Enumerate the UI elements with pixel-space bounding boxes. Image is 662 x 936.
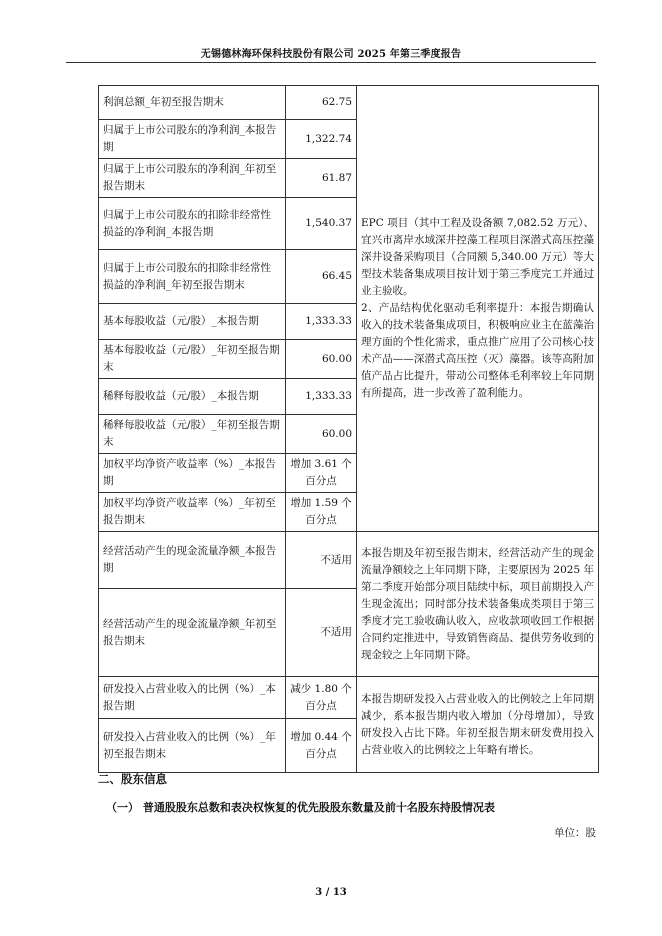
metric-value: 1,322.74 <box>286 120 357 159</box>
financial-data-table <box>98 85 599 773</box>
metric-value: 1,540.37 <box>286 198 357 250</box>
metric-value: 1,333.33 <box>286 379 357 415</box>
metric-value: 增加 3.61 个百分点 <box>286 454 357 493</box>
profit-change-note: EPC 项目（其中工程及设备额 7,082.52 万元）、宜兴市离岸水域深井控藻工程项目深潜式高压控藻深井设备采购项目（合同额 5,340.00 万元）等大型技术装备集成项目按计划于第三季度完工并通过业主验收。 2、产品结构优化驱动毛利率提升：本报告期确认收入的技术装备集成项目，积极响应业主在蓝藻治理方面的个性化需求，重点推广应用了公司核心技术产品——深潜式高压控（灭）藻器。该等高附加值产品占比提升，带动公司整体毛利率较上年同期有所提高，进一步改善了盈利能力。 <box>357 86 599 532</box>
rnd-change-note: 本报告期研发投入占营业收入的比例较之上年同期减少，系本报告期内收入增加（分母增加），导致研发投入占比下降。年初至报告期末研发费用投入占营业收入的比例较之上年略有增长。 <box>357 677 599 773</box>
metric-label: 归属于上市公司股东的净利润_本报告期 <box>99 120 286 159</box>
metric-label: 利润总额_年初至报告期末 <box>99 86 286 120</box>
metric-value: 66.45 <box>286 250 357 304</box>
metric-value: 1,333.33 <box>286 304 357 340</box>
metric-value: 60.00 <box>286 340 357 379</box>
metric-label: 研发投入占营业收入的比例（%）_本报告期 <box>99 677 286 719</box>
metric-value: 不适用 <box>286 532 357 589</box>
unit-label: 单位：股 <box>554 827 596 839</box>
metric-value: 减少 1.80 个百分点 <box>286 677 357 719</box>
metric-value: 不适用 <box>286 589 357 677</box>
metric-value: 60.00 <box>286 415 357 454</box>
table-row <box>99 677 599 719</box>
table-row <box>99 532 599 589</box>
metric-label: 基本每股收益（元/股）_本报告期 <box>99 304 286 340</box>
subsection-title: （一） 普通股股东总数和表决权恢复的优先股股东数量及前十名股东持股情况表 <box>106 801 495 814</box>
metric-label: 基本每股收益（元/股）_年初至报告期末 <box>99 340 286 379</box>
table-row <box>99 86 599 120</box>
section-title: 二、股东信息 <box>98 772 167 786</box>
metric-label: 稀释每股收益（元/股）_年初至报告期末 <box>99 415 286 454</box>
metric-label: 加权平均净资产收益率（%）_本报告期 <box>99 454 286 493</box>
metric-label: 归属于上市公司股东的净利润_年初至报告期末 <box>99 159 286 198</box>
metric-value: 61.87 <box>286 159 357 198</box>
metric-label: 研发投入占营业收入的比例（%）_年初至报告期末 <box>99 719 286 773</box>
metric-label: 稀释每股收益（元/股）_本报告期 <box>99 379 286 415</box>
metric-value: 62.75 <box>286 86 357 120</box>
metric-label: 经营活动产生的现金流量净额_年初至报告期末 <box>99 589 286 677</box>
metric-label: 加权平均净资产收益率（%）_年初至报告期末 <box>99 493 286 532</box>
metric-label: 经营活动产生的现金流量净额_本报告期 <box>99 532 286 589</box>
metric-value: 增加 1.59 个百分点 <box>286 493 357 532</box>
metric-value: 增加 0.44 个百分点 <box>286 719 357 773</box>
metric-label: 归属于上市公司股东的扣除非经常性损益的净利润_本报告期 <box>99 198 286 250</box>
header-divider <box>66 62 596 63</box>
report-header: 无锡德林海环保科技股份有限公司 2025 年第三季度报告 <box>200 49 462 60</box>
metric-label: 归属于上市公司股东的扣除非经常性损益的净利润_年初至报告期末 <box>99 250 286 304</box>
page-number: 3 / 13 <box>315 887 347 898</box>
cashflow-change-note: 本报告期及年初至报告期末，经营活动产生的现金流量净额较之上年同期下降，主要原因为 2025 年第二季度开始部分项目陆续中标，项目前期投入产生现金流出；同时部分技术装备集成类项目于第三季度才完工验收确认收入，应收款项收回工作根据合同约定推进中，导致销售商品、提供劳务收到的现金较之上年同期下降。 <box>357 532 599 677</box>
